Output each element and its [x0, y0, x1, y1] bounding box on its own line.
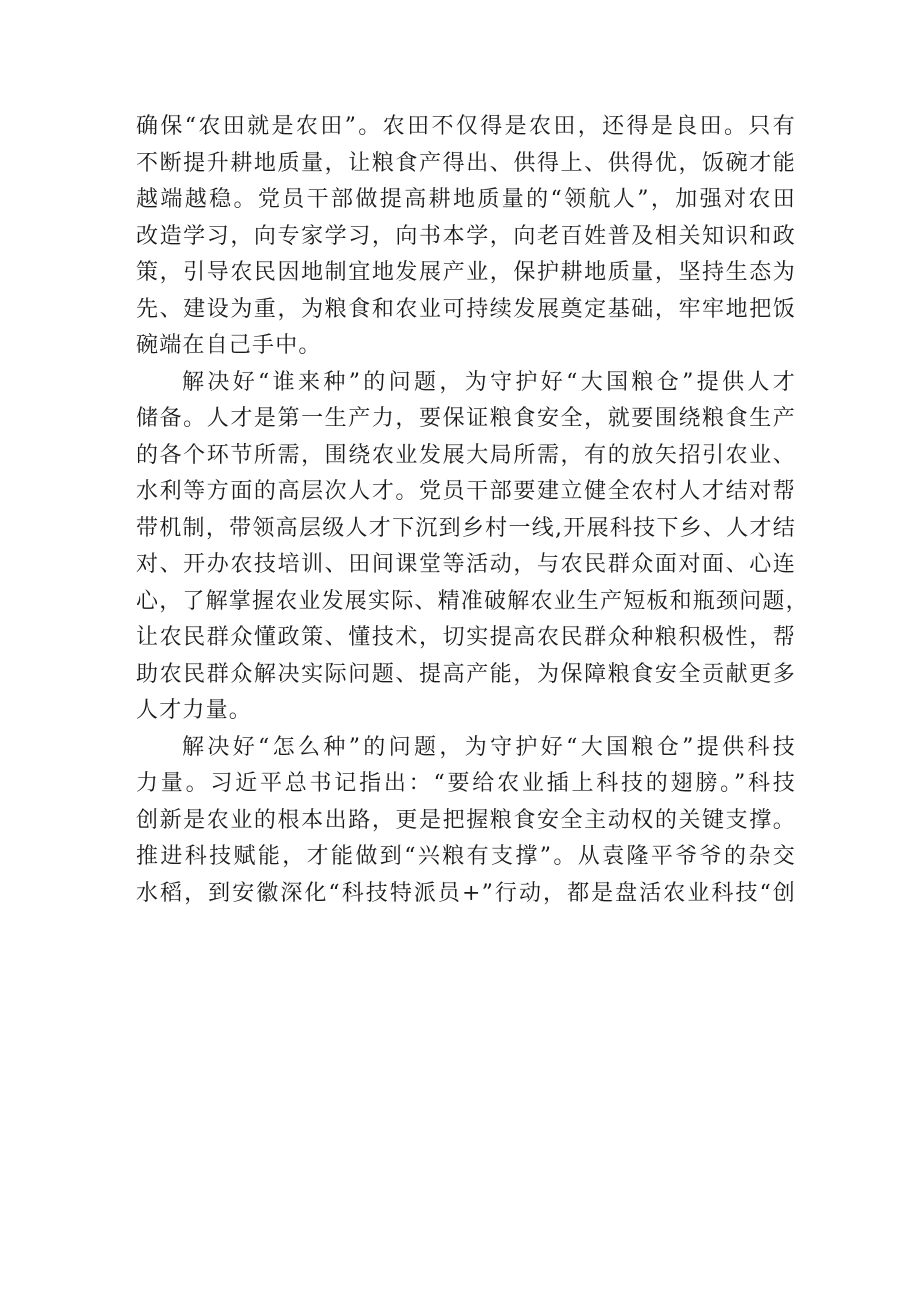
text-line: 水稻，到安徽深化“科技特派员+”行动，都是盘活农业科技“创 — [136, 880, 796, 906]
text-line: 解决好“怎么种”的问题，为守护好“大国粮仓”提供科技 — [182, 734, 796, 760]
paragraph-who-farms — [136, 365, 809, 730]
text-line: 碗端在自己手中。 — [136, 333, 322, 358]
paragraph-farmland-quality — [136, 109, 796, 365]
text-line: 对、开办农技培训、田间课堂等活动，与农民群众面对面、心连 — [136, 552, 796, 577]
text-line: 心，了解掌握农业发展实际、精准破解农业生产短板和瓶颈问题， — [136, 588, 809, 614]
text-line: 改造学习，向专家学习，向书本学，向老百姓普及相关知识和政 — [136, 223, 796, 249]
text-line: 创新是农业的根本出路，更是把握粮食安全主动权的关键支撑。 — [136, 807, 796, 833]
text-line: 人才力量。 — [136, 698, 253, 723]
text-line: 推进科技赋能，才能做到“兴粮有支撑”。从袁隆平爷爷的杂交 — [136, 844, 796, 869]
text-line: 的各个环节所需，围绕农业发展大局所需，有的放矢招引农业、 — [136, 442, 796, 468]
text-line: 水利等方面的高层次人才。党员干部要建立健全农村人才结对帮 — [136, 479, 796, 504]
text-line: 储备。人才是第一生产力，要保证粮食安全，就要围绕粮食生产 — [136, 406, 796, 431]
text-line: 力量。习近平总书记指出：“要给农业插上科技的翅膀。”科技 — [136, 771, 796, 796]
text-line: 解决好“谁来种”的问题，为守护好“大国粮仓”提供人才 — [182, 369, 796, 395]
text-line: 先、建设为重，为粮食和农业可持续发展奠定基础，牢牢地把饭 — [136, 296, 796, 322]
text-line: 让农民群众懂政策、懂技术，切实提高农民群众种粮积极性，帮 — [136, 625, 796, 650]
text-line: 确保“农田就是农田”。农田不仅得是农田，还得是良田。只有 — [136, 114, 796, 139]
text-line: 不断提升耕地质量，让粮食产得出、供得上、供得优，饭碗才能 — [136, 150, 796, 176]
text-line: 带机制，带领高层级人才下沉到乡村一线,开展科技下乡、人才结 — [136, 515, 796, 541]
document-body — [136, 109, 809, 912]
text-line: 策，引导农民因地制宜地发展产业，保护耕地质量，坚持生态为 — [136, 260, 796, 285]
text-line: 越端越稳。党员干部做提高耕地质量的“领航人”，加强对农田 — [136, 187, 796, 212]
text-line: 助农民群众解决实际问题、提高产能，为保障粮食安全贡献更多 — [136, 661, 796, 687]
paragraph-how-to-farm — [136, 730, 796, 913]
